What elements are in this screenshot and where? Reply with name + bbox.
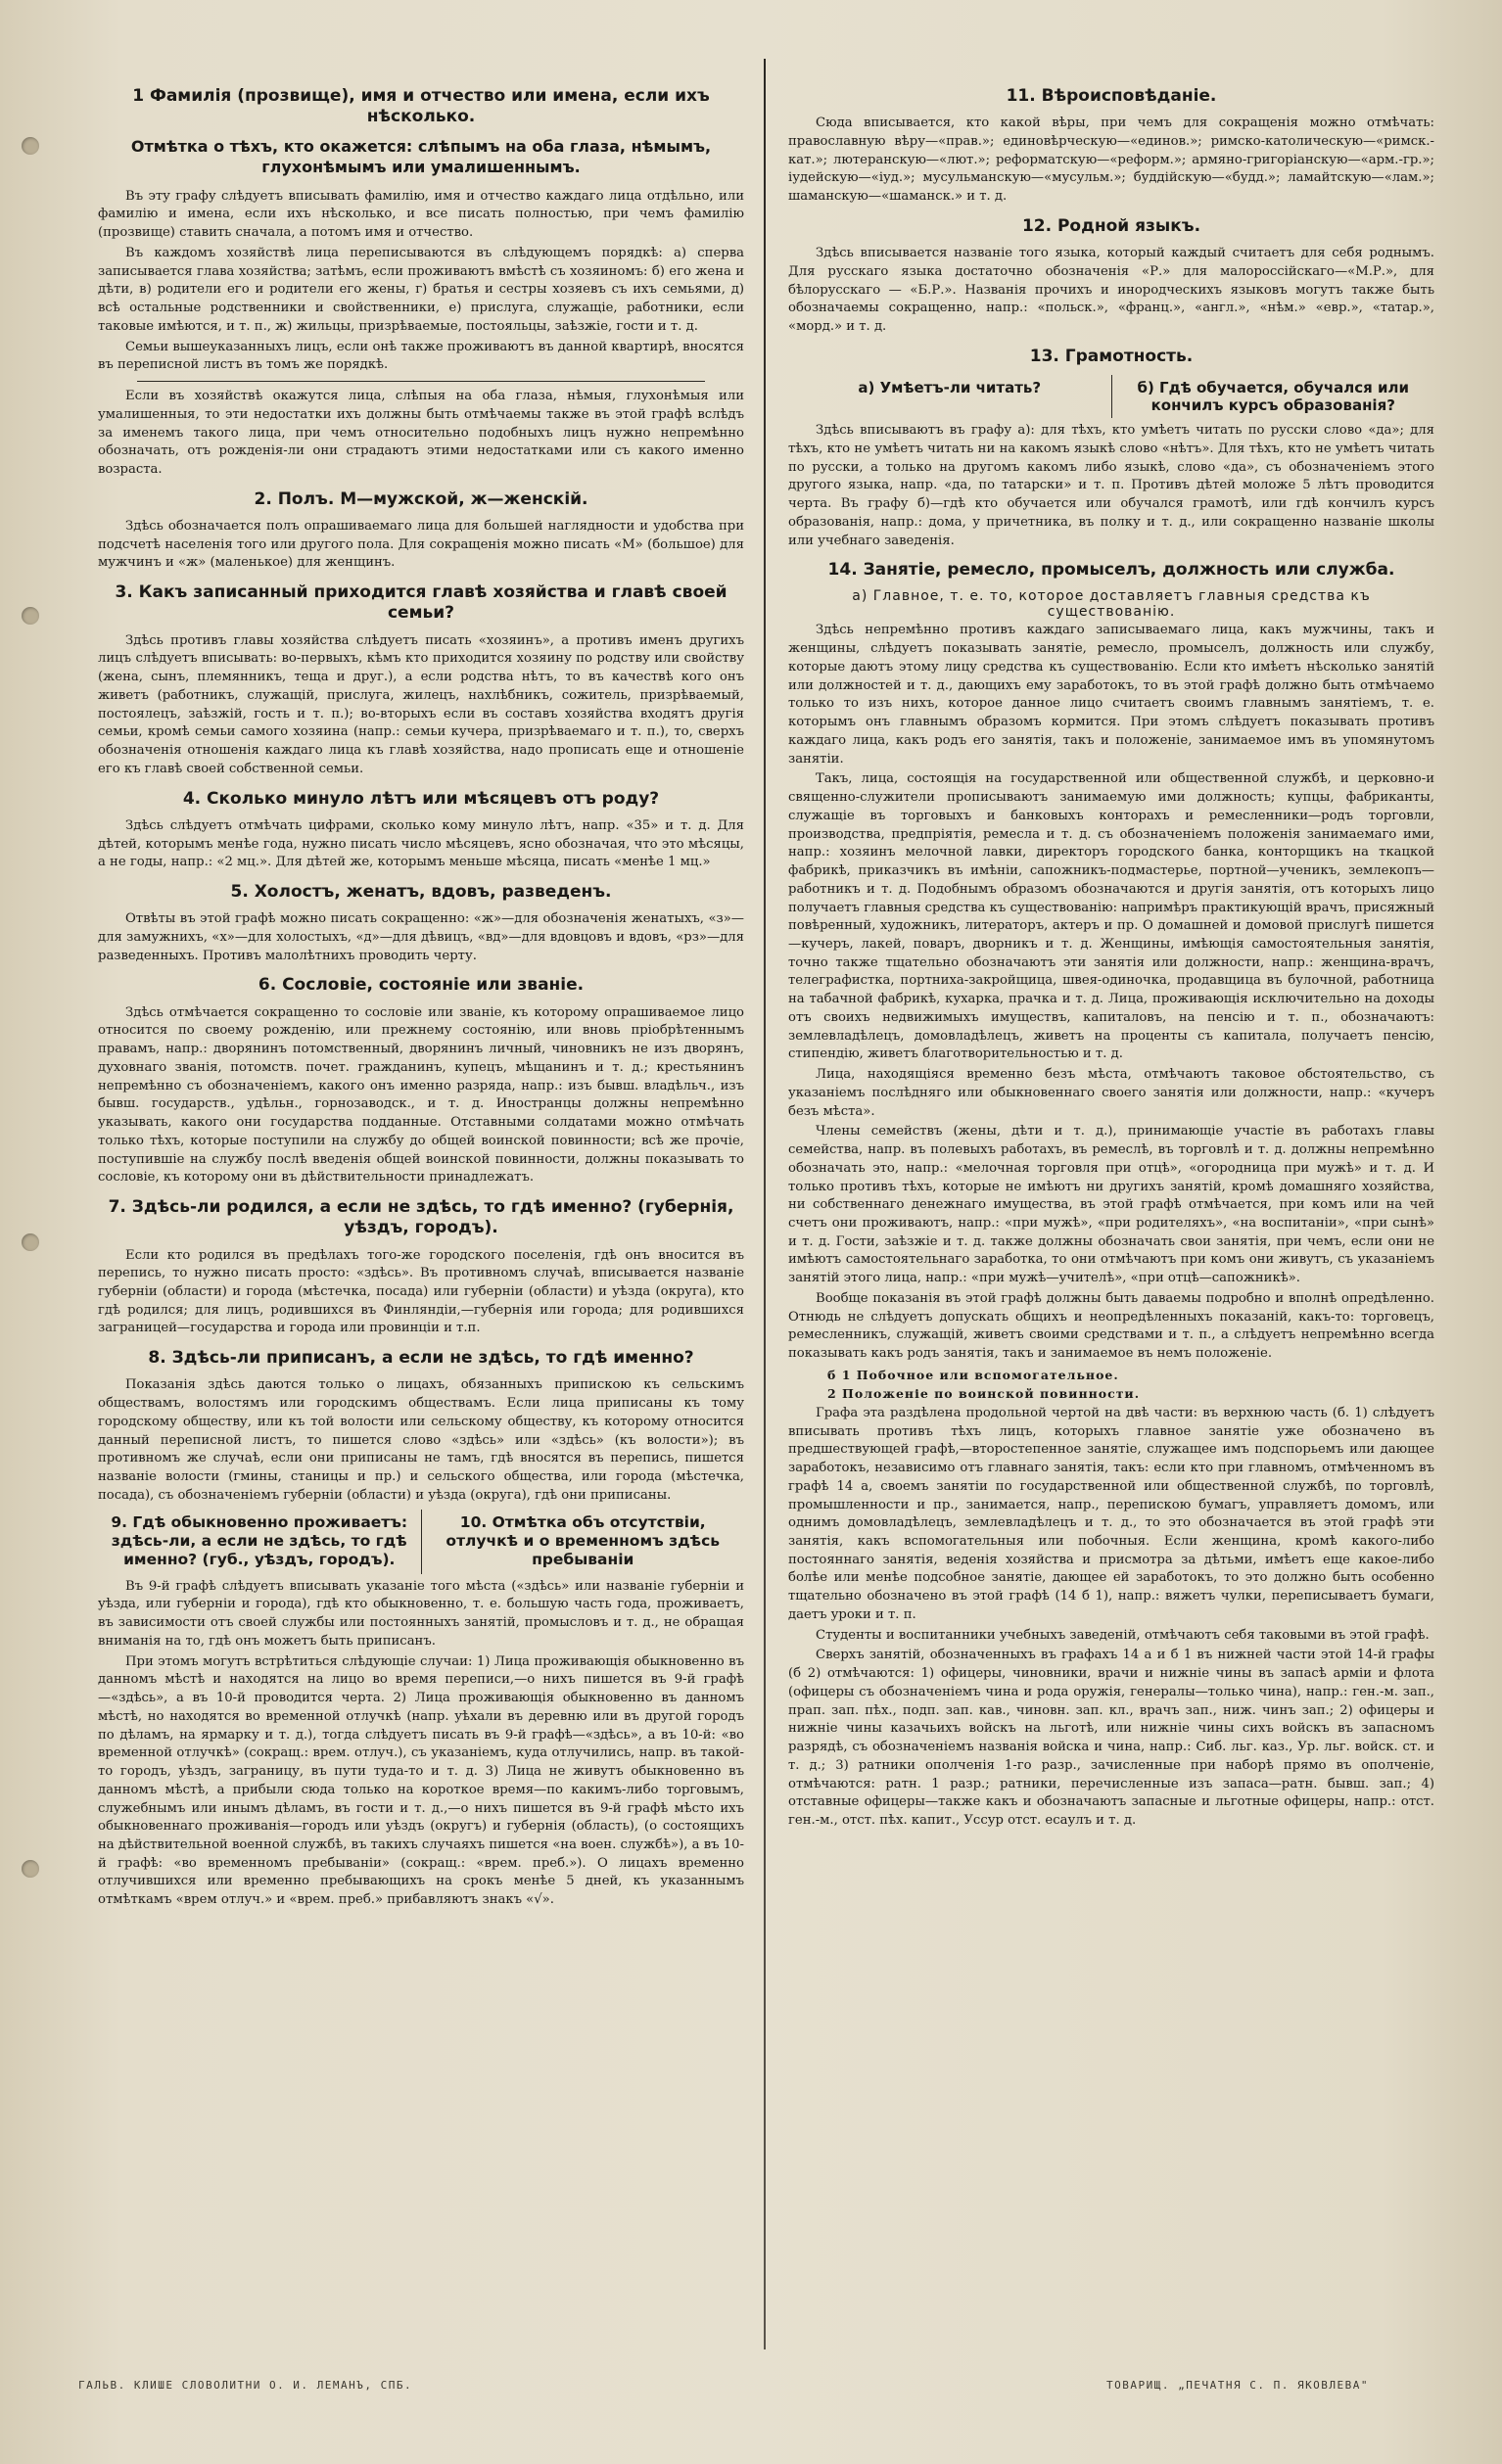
right-column [788,76,1434,1833]
section-13-title: 13. Грамотность. [1029,346,1194,366]
section-1-note-title: Отмѣтка о тѣхъ, кто окажется: слѣпымъ на оба глаза, нѣмымъ, глухонѣмымъ или умалишеннымъ. [130,136,712,177]
section-14-paragraph: Лица, находящіяся временно безъ мѣста, отмѣчаютъ таковое обстоятельство, съ указаніемъ послѣдняго или обыкновеннаго своего занятія или должности, напр.: «кучеръ безъ мѣста». [788,1067,1434,1119]
section-13-paragraph: Здѣсь вписываютъ въ графу а): для тѣхъ, кто умѣетъ читать по русски слово «да»; для тѣхъ, кто не умѣетъ читать ни на какомъ языкѣ слово «нѣтъ». Для тѣхъ, кто не умѣетъ читать по русски, а только на другомъ какомъ либо языкѣ, слово «да», съ обозначеніемъ этого другого языка, напр. «да, по татарски» и т. п. Противъ дѣтей моложе 5 лѣтъ проводится черта. Въ графу б)—гдѣ кто обучается или обучался грамотѣ, или гдѣ кончилъ курсъ образованія, напр.: дома, у причетника, въ полку и т. д., или сокращенно названіе школы или учебнаго заведенія. [788,423,1434,548]
section-14-paragraph: Сверхъ занятій, обозначенныхъ въ графахъ 14 а и б 1 въ нижней части этой 14-й графы (б 2) отмѣчаются: 1) офицеры, чиновники, врачи и нижніе чины въ запасѣ арміи и флота (офицеры съ обозначеніемъ чина и рода оружія, генералы—только чина), напр.: ген.-м. зап., прап. зап. пѣх., подп. зап. кав., чиновн. зап. кл., врачъ зап., ниж. чинъ зап.; 2) офицеры и нижніе чины казачьихъ войскъ на льготѣ, или нижніе чины сихъ войскъ въ запасномъ разрядѣ, съ обозначеніемъ названія войска и чина, напр.: Сиб. льг. каз., Ур. льг. войск. ст. и т. д.; 3) ратники ополченія 1-го разр., зачисленные при наборѣ прямо въ ополченіе, отмѣчаются: ратн. 1 разр.; ратники, перечисленные изъ запаса—ратн. бывш. зап.; 4) отставные офицеры—также какъ и обозначаютъ запасные и льготные офицеры, напр.: отст. ген.-м., отст. пѣх. капит., Уссур отст. есаулъ и т. д. [788,1648,1434,1829]
section-8-title: 8. Здѣсь-ли приписанъ, а если не здѣсь, то гдѣ именно? [148,1348,694,1369]
section-14a-subtitle: а) Главное, т. е. то, которое доставляетъ главныя средства къ существованію. [852,588,1371,621]
separator-rule [137,381,705,382]
section-1-paragraph: Если въ хозяйствѣ окажутся лица, слѣпыя на оба глаза, нѣмыя, глухонѣмыя или умалишенныя, то эти недостатки ихъ должны быть отмѣчаемы также въ этой графѣ вслѣдъ за именемъ такого лица, при чемъ относительно подобныхъ лицъ нужно непремѣнно обозначать, отъ рожденія-ли они страдаютъ этими недостатками или съ какого именно возраста. [98,389,744,477]
section-9-title: 9. Гдѣ обыкновенно проживаетъ: здѣсь-ли, а если не здѣсь, то гдѣ именно? (губ., уѣздъ, городъ). [111,1512,408,1569]
section-7-paragraph: Если кто родился въ предѣлахъ того-же городского поселенія, гдѣ онъ вносится въ перепись, то нужно писать просто: «здѣсь». Въ противномъ случаѣ, вписывается названіе губерніи (области) и города (мѣстечка, посада) или губерніи (области) и уѣзда (округа), кто гдѣ родился; для лицъ, родившихся въ Финляндіи,—губернія или города; для родившихся заграницей—государства и города или провинціи и т.п. [98,1247,744,1336]
binding-hole [22,1860,39,1878]
section-13b-cell [1111,375,1435,418]
section-4-title: 4. Сколько минуло лѣтъ или мѣсяцевъ отъ роду? [182,788,660,809]
section-13a-label: а) Умѣетъ-ли читать? [858,379,1042,397]
binding-hole [22,607,39,625]
section-9-paragraph: Въ 9-й графѣ слѣдуетъ вписывать указаніе того мѣста («здѣсь» или названіе губерніи и уѣзда, или губерніи и города), гдѣ кто обыкновенно, т. е. большую часть года, проживаетъ, въ зависимости отъ своей службы или постоянныхъ занятій, промысловъ и т. д., не обращая вниманія на то, гдѣ онъ можетъ быть приписанъ. [98,1578,744,1649]
section-12-title: 12. Родной языкъ. [1021,215,1201,236]
section-9-10-header [98,1510,744,1574]
section-1-title: 1 Фамилія (прозвище), имя и отчество или имена, если ихъ нѣсколько. [132,86,710,127]
section-14-paragraph: Здѣсь непремѣнно противъ каждаго записываемаго лица, какъ мужчины, такъ и женщины, слѣдуетъ показывать занятіе, ремесло, промыселъ, должность или службу, которые даютъ этому лицу средства къ существованію. Если кто имѣетъ нѣсколько занятій или должностей и т. д., дающихъ ему заработокъ, то въ этой графѣ должно быть отмѣчаемо только то изъ нихъ, которое данное лицо считаетъ своимъ главнымъ занятіемъ, т. е. которымъ онъ главнымъ образомъ кормится. При этомъ слѣдуетъ показывать противъ каждаго лица, какъ родъ его занятія, такъ и положеніе, занимаемое имъ въ упомянутомъ занятіи. [788,623,1434,767]
section-14-paragraph: Студенты и воспитанники учебныхъ заведеній, отмѣчаютъ себя таковыми въ этой графѣ. [816,1627,1430,1643]
section-1-paragraph: Семьи вышеуказанныхъ лицъ, если онѣ также проживаютъ въ данной квартирѣ, вносятся въ переписной листъ въ томъ же порядкѣ. [98,339,744,373]
section-8-paragraph: Показанія здѣсь даются только о лицахъ, обязанныхъ припискою къ сельскимъ обществамъ, волостямъ или городскимъ обществамъ. Если лица приписаны къ тому городскому обществу, или къ той волости или сельскому обществу, къ которому относится данный переписной листъ, то пишется слово «здѣсь» или «здѣсь» (къ волости»); въ противномъ же случаѣ, если они приписаны не тамъ, гдѣ вносятся въ перепись, пишется названіе волости (гмины, станицы и пр.) и сельского общества, или города (мѣстечка, посада), съ обозначеніемъ губерніи (области) и уѣзда (округа), гдѣ они приписаны. [98,1377,744,1503]
section-13-subheader [788,375,1434,418]
section-10-title: 10. Отмѣтка объ отсутствіи, отлучкѣ и о временномъ здѣсь пребываніи [446,1512,721,1569]
column-divider [764,59,766,2349]
section-14-title: 14. Занятіе, ремесло, промыселъ, должность или служба. [827,560,1395,581]
section-6-paragraph: Здѣсь отмѣчается сокращенно то сословіе или званіе, къ которому опрашиваемое лицо относится по своему рожденію, или прежнему состоянію, или вновь пріобрѣтеннымъ правамъ, напр.: дворянинъ потомственный, дворянинъ личный, чиновникъ не изъ дворянъ, духовнаго званія, потомств. почет. гражданинъ, купецъ, мѣщанинъ и т. д.; крестьянинъ непремѣнно съ обозначеніемъ, какого онъ именно разряда, напр.: изъ бывш. владѣльч., изъ бывш. государств., удѣльн., горнозаводск., и т. д. Иностранцы должны непремѣнно указывать, какого они государства подданные. Отставными солдатами можно отмѣчать только тѣхъ, которые поступили на службу до общей воинской повинности; всѣ же прочіе, поступившіе на службу послѣ введенія общей воинской повинности, должны показывать то сословіе, къ которому они въ дѣйствительности принадлежатъ. [98,1004,744,1186]
section-14-paragraph: Графа эта раздѣлена продольной чертой на двѣ части: въ верхнюю часть (б. 1) слѣдуетъ вписывать противъ тѣхъ лицъ, которыхъ главное занятіе уже обозначено въ предшествующей графѣ,—второстепенное занятіе, служащее имъ подспорьемъ или дающее заработокъ, независимо отъ главнаго занятія, такъ: если кто при главномъ, отмѣченномъ въ графѣ 14 а, своемъ занятіи по государственной или общественной службѣ, по торговлѣ, промышленности и пр., занимается, напр., перепискою бумагъ, управляетъ домомъ, или однимъ домовладѣлецъ, землевладѣлецъ и т. д., то это обозначается въ этой графѣ эти занятія, какъ вспомогательныя или побочныя. Если женщина, кромѣ какого-либо постояннаго занятія, веденія хозяйства и присмотра за дѣтьми, имѣетъ еще какое-либо болѣе или менѣе подсобное занятіе, дающее ей заработокъ, то это должно быть особенно тщательно обозначено въ этой графѣ (14 б 1), напр.: вяжетъ чулки, переписываетъ бумаги, даетъ уроки и т. п. [788,1405,1434,1622]
printer-credit-right: ТОВАРИЩ. „ПЕЧАТНЯ С. П. ЯКОВЛЕВА" [1106,2379,1370,2392]
section-9-paragraph: При этомъ могутъ встрѣтиться слѣдующіе случаи: 1) Лица проживающія обыкновенно въ данномъ мѣстѣ и находятся на лицо во время переписи,—о нихъ пишется въ 9-й графѣ—«здѣсь», а въ 10-й проводится черта. 2) Лица проживающія обыкновенно въ данномъ мѣстѣ, но находятся во временной отлучкѣ (напр. уѣхали въ деревню или въ другой городъ по дѣламъ, на ярмарку и т. д.), тогда слѣдуетъ писать въ 9-й графѣ—«здѣсь», а въ 10-й: «во временной отлучкѣ» (сокращ.: врем. отлуч.), съ указаніемъ, куда отлучились, напр. въ такой-то городъ, уѣздъ, заграницу, въ пути туда-то и т. д. 3) Лица не живутъ обыкновенно въ данномъ мѣстѣ, а прибыли сюда только на короткое время—по какимъ-либо торговымъ, служебнымъ или инымъ дѣламъ, въ гости и т. д.,—о нихъ пишется въ 9-й графѣ мѣсто ихъ обыкновеннаго проживанія—городъ или уѣздъ (округъ) и губернія (область), (о состоящихъ на дѣйствительной военной службѣ, въ такихъ случаяхъ пишется «на воен. службѣ»), а въ 10-й графѣ: «во временномъ пребываніи» (сокращ.: «врем. преб.»). О лицахъ временно отлучившихся или временно пребывающихъ на срокъ менѣе 5 дней, къ указаннымъ отмѣткамъ «врем отлуч.» и «врем. преб.» прибавляютъ знакъ «√». [98,1653,744,1908]
section-14b1-label: б 1 Побочное или вспомогательное. [827,1367,1119,1382]
section-2-paragraph: Здѣсь обозначается полъ опрашиваемаго лица для большей наглядности и удобства при подсчетѣ населенія того или другого пола. Для сокращенія можно писать «М» (большое) для мужчинъ и «ж» (маленькое) для женщинъ. [98,518,744,571]
section-11-title: 11. Вѣроисповѣданіе. [1006,86,1217,106]
section-10-cell [421,1510,745,1574]
section-14-paragraph: Такъ, лица, состоящія на государственной или общественной службѣ, и церковно-и священно-служители прописываютъ занимаемую ими должность; купцы, фабриканты, служащіе въ торговыхъ и банковыхъ конторахъ и ремесленники—родъ торговли, производства, предпріятія, ремесла и т. д. съ обозначеніемъ положенія занимаемаго ими, напр.: хозяинъ мелочной лавки, директоръ городского банка, конторщикъ на ткацкой фабрикѣ, приказчикъ въ имѣніи, сапожникъ-подмастерье, портной—ученикъ, землекопъ—работникъ и т. д. Подобнымъ образомъ обозначаются и другія занятія, отъ которыхъ лицо получаетъ главныя средства къ существованію: напримѣръ практикующій врачъ, присяжный повѣренный, художникъ, литераторъ, актеръ и пр. О домашней и домовой прислугѣ пишется—кучеръ, лакей, поваръ, дворникъ и т. д. Женщины, имѣющія самостоятельныя занятія, точно также тщательно обозначаютъ эти занятія или должности, напр.: женщина-врачъ, телеграфистка, портниха-закройщица, швея-одиночка, продавщица въ булочной, работница на табачной фабрикѣ, кухарка, прачка и т. д. Лица, проживающія исключительно на доходы отъ своихъ недвижимыхъ имуществъ, капиталовъ, на пенсію и т. п., обозначаютъ: землевладѣлецъ, домовладѣлецъ, живетъ на проценты съ капитала, получаетъ пенсію, стипендію, живетъ благотворительностью и т. д. [788,771,1434,1062]
section-14-paragraph: Вообще показанія въ этой графѣ должны быть даваемы подробно и вполнѣ опредѣленно. Отнюдь не слѣдуетъ допускать общихъ и неопредѣленныхъ показаній, какъ-то: торговецъ, ремесленникъ, служащій, живетъ своими средствами и т. п., а слѣдуетъ непремѣнно всегда показывать какъ родъ занятія, такъ и занимаемое въ немъ положеніе. [788,1290,1434,1362]
binding-hole [22,137,39,155]
section-14b2-label: 2 Положеніе по воинской повинности. [827,1385,1141,1401]
section-5-title: 5. Холостъ, женатъ, вдовъ, разведенъ. [230,881,612,902]
section-12-paragraph: Здѣсь вписывается названіе того языка, который каждый считаетъ для себя роднымъ. Для русскаго языка достаточно обозначенія «Р.» для малороссійскаго—«М.Р.», для бѣлорусскаго — «Б.Р.». Названія прочихъ и инородческихъ языковъ могутъ также быть обозначаемы сокращенно, напр.: «польск.», «франц.», «англ.», «нѣм.» «евр.», «татар.», «морд.» и т. д. [788,246,1434,335]
binding-holes [18,0,47,2464]
section-14-paragraph: Члены семействъ (жены, дѣти и т. д.), принимающіе участіе въ работахъ главы семейства, напр. въ полевыхъ работахъ, въ ремеслѣ, въ торговлѣ и т. д. должны непремѣнно обозначать это, напр.: «мелочная торговля при отцѣ», «огородница при мужѣ» и т. д. И только противъ тѣхъ, которые не имѣютъ ни другихъ занятій, кромѣ домашняго хозяйства, ни собственнаго денежнаго имущества, въ этой графѣ отмѣчается, при комъ или на чей счетъ они проживаютъ, напр.: «при мужѣ», «при родителяхъ», «на воспитаніи», «при сынѣ» и т. д. Гости, заѣзжіе и т. д. также должны обозначать свои занятія, при чемъ, если они не имѣютъ самостоятельнаго заработка, то они отмѣчаютъ при комъ они живутъ, съ указаніемъ занятій этого лица, напр.: «при мужѣ—учителѣ», «при отцѣ—сапожникѣ». [788,1124,1434,1286]
section-3-paragraph: Здѣсь противъ главы хозяйства слѣдуетъ писать «хозяинъ», а противъ именъ другихъ лицъ слѣдуетъ вписывать: во-первыхъ, кѣмъ кто приходится хозяину по родству или свойству (жена, сынъ, племянникъ, теща и друг.), а если родства нѣтъ, то въ качествѣ кого онъ живетъ (работникъ, служащій, прислуга, жилецъ, нахлѣбникъ, сожитель, призрѣваемый, постоялецъ, заѣзжій, гость и т. п.); во-вторыхъ если въ составъ хозяйства входятъ другія семьи, кромѣ семьи самого хозяина (напр.: семьи кучера, призрѣваемаго и т. п.), то, сверхъ обозначенія отношенія каждаго лица къ главѣ хозяйства, надо прописать еще и отношеніе его къ главѣ своей собственной семьи. [98,632,744,776]
section-11-paragraph: Сюда вписывается, кто какой вѣры, при чемъ для сокращенія можно отмѣчать: православную вѣру—«прав.»; единовѣрческую—«единов.»; римско-католическую—«римск.-кат.»; лютеранскую—«лют.»; реформатскую—«реформ.»; армяно-григоріанскую—«арм.-гр.»; іудейскую—«іуд.»; мусульманскую—«мусульм.»; буддійскую—«будд.»; ламайтскую—«лам.»; шаманскую—«шаманск.» и т. д. [788,116,1434,205]
section-6-title: 6. Сословіе, состояніе или званіе. [258,975,585,996]
section-2-title: 2. Полъ. М—мужской, ж—женскій. [254,488,588,509]
printer-credit-left: ГАЛЬВ. КЛИШЕ СЛОВОЛИТНИ О. И. ЛЕМАНЪ, СПБ. [78,2379,413,2392]
section-13b-label: б) Гдѣ обучается, обучался или кончилъ курсъ образованія? [1137,379,1409,415]
section-4-paragraph: Здѣсь слѣдуетъ отмѣчать цифрами, сколько кому минуло лѣтъ, напр. «35» и т. д. Для дѣтей, которымъ менѣе года, нужно писать число мѣсяцевъ, ясно обозначая, что это мѣсяцы, а не годы, напр.: «2 мц.». Для дѣтей же, которымъ меньше мѣсяца, писать «менѣе 1 мц.» [98,817,744,870]
section-7-title: 7. Здѣсь-ли родился, а если не здѣсь, то гдѣ именно? (губернія, уѣздъ, городъ). [108,1197,734,1238]
section-5-paragraph: Отвѣты въ этой графѣ можно писать сокращенно: «ж»—для обозначенія женатыхъ, «з»—для замужнихъ, «х»—для холостыхъ, «д»—для дѣвицъ, «вд»—для вдовцовъ и вдовъ, «рз»—для разведенныхъ. Противъ малолѣтнихъ проводить черту. [98,911,744,963]
section-3-title: 3. Какъ записанный приходится главѣ хозяйства и главѣ своей семьи? [115,582,728,624]
left-column [98,76,744,1912]
section-13a-cell [788,375,1111,418]
section-9-cell [98,1510,421,1574]
section-1-paragraph: Въ эту графу слѣдуетъ вписывать фамилію, имя и отчество каждаго лица отдѣльно, или фамилію и имена, если ихъ нѣсколько, и все писать полностью, при чемъ фамилію (прозвище) ставить сначала, а потомъ имя и отчество. [98,188,744,241]
binding-hole [22,1233,39,1251]
section-1-paragraph: Въ каждомъ хозяйствѣ лица переписываются въ слѣдующемъ порядкѣ: а) сперва записывается глава хозяйства; затѣмъ, если проживаютъ вмѣстѣ съ хозяиномъ: б) его жена и дѣти, в) родители его и родители его жены, г) братья и сестры хозяевъ съ ихъ семьями, д) всѣ остальные родственники и свойственники, е) прислуга, служащіе, работники, если таковые имѣются, и т. п., ж) жильцы, призрѣваемые, постояльцы, заѣзжіе, гости и т. д. [98,245,744,334]
